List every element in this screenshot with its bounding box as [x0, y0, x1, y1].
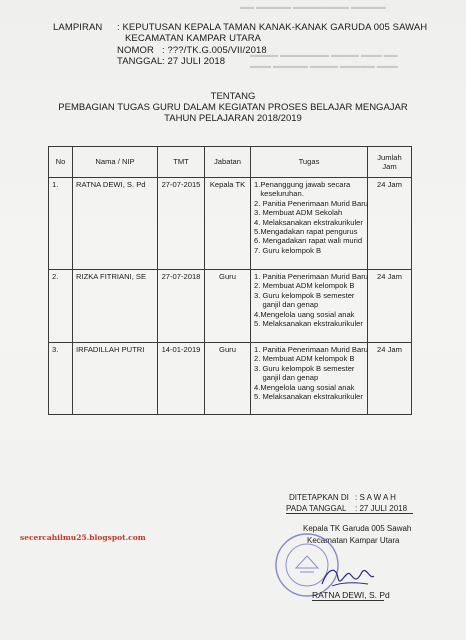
header-jabatan: Jabatan [205, 147, 251, 178]
task-item: 4. Melaksanakan ekstrakurikuler [254, 217, 363, 227]
task-item: 5.Mengadakan rapat pengurus [254, 227, 358, 237]
task-item: 2. Membuat ADM kelompok B [254, 354, 355, 364]
task-item: 3. Guru kelompok B semester [254, 290, 355, 300]
header-tugas: Tugas [251, 147, 368, 178]
row-jabatan: Guru [205, 343, 251, 415]
row-no: 3. [49, 343, 73, 415]
task-item: ganjil dan genap [254, 300, 319, 310]
header-jumlah-jam: Jumlah Jam [368, 147, 412, 178]
title-year: TAHUN PELAJARAN 2018/2019 [164, 113, 302, 124]
bleed-through-text: ▬▬▬▬ ▬▬▬▬▬▬▬ ▬▬▬▬ ▬▬▬ ▬▬ [250, 52, 398, 59]
signer-name-underline [312, 600, 384, 601]
row-jam: 24 Jam [368, 343, 412, 415]
task-item: 3. Membuat ADM Sekolah [254, 208, 343, 218]
lampiran-value-continued: KECAMATAN KAMPAR UTARA [125, 33, 262, 44]
row-jam: 24 Jam [368, 178, 412, 270]
row-jabatan: Guru [205, 270, 251, 343]
task-table [48, 146, 412, 415]
tanggal-ttd-value: : 27 JULI 2018 [355, 504, 408, 513]
task-item: 7. Guru kelompok B [254, 245, 322, 255]
header-nama-nip: Nama / NIP [73, 147, 158, 178]
table-row [49, 270, 412, 343]
row-nama: RIZKA FITRIANI, SE [73, 270, 158, 343]
row-tugas [251, 178, 368, 270]
row-tmt: 27-07-2018 [158, 270, 205, 343]
blog-watermark: secercahilmu25.blogspot.com [20, 533, 146, 542]
row-no: 2. [49, 270, 73, 343]
row-tmt: 27-07-2015 [158, 178, 205, 270]
row-tugas [251, 270, 368, 343]
bleed-through-text: ▬▬ ▬▬▬▬▬ ▬▬▬▬▬▬▬▬ ▬▬▬▬▬ [240, 4, 386, 11]
task-item: 1. Panitia Penerimaan Murid Baru [254, 345, 368, 354]
task-item: 4.Mengelola uang sosial anak [254, 382, 355, 392]
row-no: 1. [49, 178, 73, 270]
task-item: 3. Guru kelompok B semester [254, 363, 355, 373]
task-item: 1. Panitia Penerimaan Murid Baru [254, 272, 368, 281]
task-item: 5. Melaksanakan ekstrakurikuler [254, 319, 363, 329]
title-tentang: TENTANG [210, 91, 256, 102]
nomor-label: NOMOR [117, 45, 154, 56]
row-jabatan: Kepala TK [205, 178, 251, 270]
signer-name: RATNA DEWI, S. Pd [312, 590, 390, 600]
tanggal-value: : 27 JULI 2018 [162, 56, 226, 67]
task-item: 5. Melaksanakan ekstrakurikuler [254, 392, 363, 402]
lampiran-value: : KEPUTUSAN KEPALA TAMAN KANAK-KANAK GARUDA 005 SAWAH [117, 22, 428, 33]
handwritten-signature [318, 560, 378, 592]
signer-role: Kepala TK Garuda 005 Sawah [303, 524, 412, 533]
task-item: keseluruhan. [254, 189, 304, 199]
date-underline [286, 513, 413, 514]
header-tmt: TMT [158, 147, 205, 178]
task-item: 2. Panitia Penerimaan Murid Baru [254, 198, 368, 208]
title-main: PEMBAGIAN TUGAS GURU DALAM KEGIATAN PROSES BELAJAR MENGAJAR [58, 102, 408, 113]
row-tmt: 14-01-2019 [158, 343, 205, 415]
table-row [49, 178, 412, 270]
row-jam: 24 Jam [368, 270, 412, 343]
row-tugas [251, 343, 368, 415]
ditetapkan-value: : S A W A H [355, 493, 396, 502]
task-item: 2. Membuat ADM kelompok B [254, 281, 355, 291]
nomor-value: : ???/TK.G.005/VII/2018 [162, 45, 267, 56]
table-header-row [49, 147, 412, 178]
row-nama: RATNA DEWI, S. Pd [73, 178, 158, 270]
signer-district: Kecamatan Kampar Utara [307, 536, 400, 545]
tanggal-label: TANGGAL [117, 56, 163, 67]
table-row [49, 343, 412, 415]
task-item: 1.Penanggung jawab secara [254, 180, 351, 189]
task-item: 4.Mengelola uang sosial anak [254, 309, 355, 319]
header-no: No [49, 147, 73, 178]
bleed-through-text: ▬▬▬ ▬▬▬▬▬ ▬▬▬▬ ▬▬▬▬▬ ▬▬▬ [250, 63, 398, 70]
row-nama: IRFADILLAH PUTRI [73, 343, 158, 415]
lampiran-label: LAMPIRAN [53, 22, 103, 33]
task-item: ganjil dan genap [254, 373, 319, 383]
ditetapkan-label: DITETAPKAN DI [289, 493, 349, 502]
task-item: 6. Mengadakan rapat wali murid [254, 236, 363, 246]
tanggal-ttd-label: PADA TANGGAL [286, 504, 347, 513]
